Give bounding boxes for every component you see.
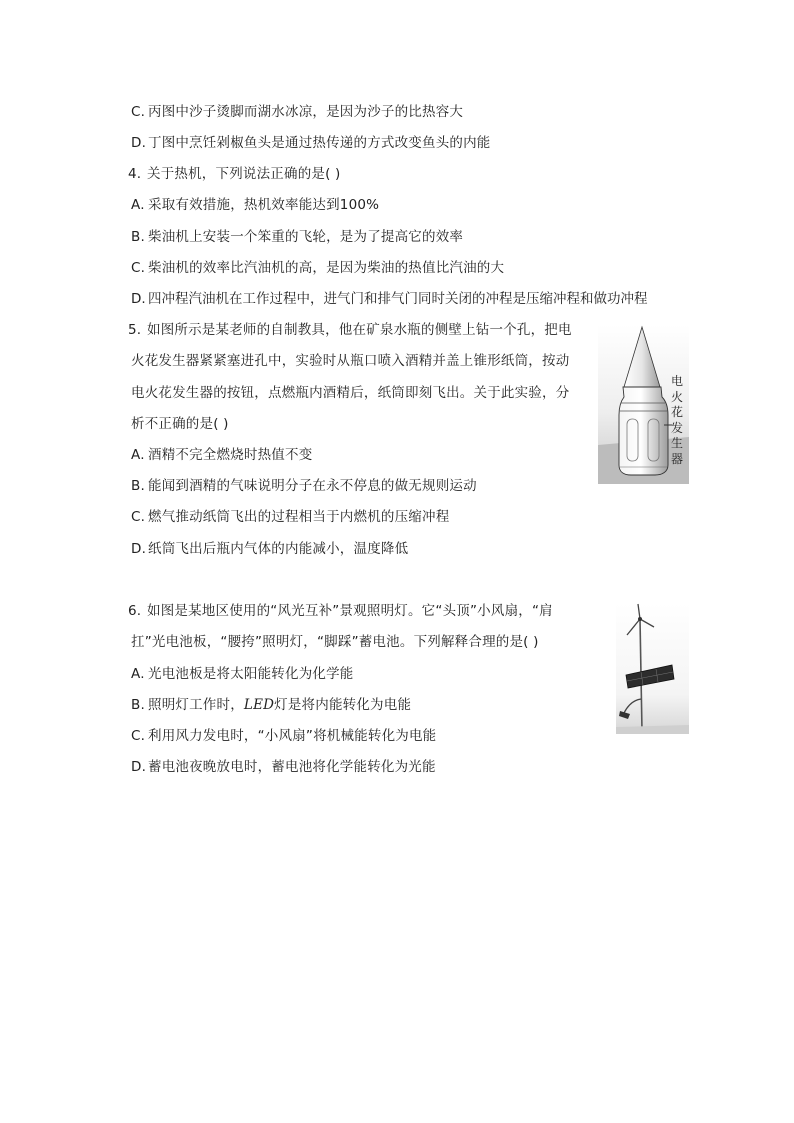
option-label: B. <box>131 478 145 494</box>
option-label: A. <box>131 666 145 682</box>
label-char: 火 <box>670 389 683 404</box>
option-label: B. <box>131 697 145 713</box>
q4-option-c <box>131 258 504 278</box>
option-label: B. <box>131 229 145 245</box>
option-label: C. <box>131 509 146 525</box>
q3-option-d <box>131 133 491 153</box>
q6-stem-line-1 <box>128 601 553 621</box>
option-text-pre: 照明灯工作时， <box>148 697 244 713</box>
option-text: 光电池板是将太阳能转化为化学能 <box>148 666 354 682</box>
option-label: D. <box>131 135 147 151</box>
question-number: 5. <box>128 322 142 338</box>
label-char: 电 <box>670 374 683 388</box>
q6-option-b <box>131 695 411 715</box>
q5-option-b <box>131 476 477 496</box>
label-char: 生 <box>670 436 683 450</box>
q3-option-c <box>131 102 463 122</box>
question-text: 如图是某地区使用的“风光互补”景观照明灯。它“头顶”小风扇，“肩 <box>147 603 553 619</box>
q5-bottle-figure <box>598 325 689 484</box>
option-text: 四冲程汽油机在工作过程中，进气门和排气门同时关闭的冲程是压缩冲程和做功冲程 <box>148 291 648 307</box>
q4-stem <box>128 164 341 184</box>
option-text: 蓄电池夜晚放电时，蓄电池将化学能转化为光能 <box>148 759 436 775</box>
label-char: 发 <box>670 420 683 435</box>
question-text: 关于热机，下列说法正确的是( ) <box>147 166 341 182</box>
question-text: 如图所示是某老师的自制教具，他在矿泉水瓶的侧壁上钻一个孔，把电 <box>147 322 572 338</box>
option-label: C. <box>131 260 146 276</box>
option-text: 丁图中烹饪剁椒鱼头是通过热传递的方式改变鱼头的内能 <box>148 135 491 151</box>
q5-option-c <box>131 507 449 527</box>
option-text-post: 灯是将内能转化为电能 <box>274 697 412 713</box>
option-text: 利用风力发电时，“小风扇”将机械能转化为电能 <box>148 728 437 744</box>
wind-solar-lamp-illustration <box>616 603 689 734</box>
option-label: D. <box>131 291 146 307</box>
option-text: 纸筒飞出后瓶内气体的内能减小，温度降低 <box>148 541 409 557</box>
option-text: 采取有效措施，热机效率能达到100% <box>148 197 380 213</box>
option-text: 能闻到酒精的气味说明分子在永不停息的做无规则运动 <box>148 478 477 494</box>
question-number: 6. <box>128 603 142 619</box>
option-label: D. <box>131 541 147 557</box>
question-number: 4. <box>128 166 142 182</box>
option-text: 燃气推动纸筒飞出的过程相当于内燃机的压缩冲程 <box>148 509 450 525</box>
q5-stem-line-1 <box>128 320 572 340</box>
q5-option-a <box>131 445 312 465</box>
option-label: A. <box>131 197 145 213</box>
spark-generator-label <box>670 374 684 467</box>
option-text: 酒精不完全燃烧时热值不变 <box>148 447 313 463</box>
q5-stem-line-4: 析不正确的是( ) <box>131 416 229 432</box>
option-text: 柴油机的效率比汽油机的高，是因为柴油的热值比汽油的大 <box>148 260 505 276</box>
q6-street-lamp-figure <box>616 603 689 734</box>
q6-option-a <box>131 664 354 684</box>
q6-option-c <box>131 726 436 746</box>
led-italic: LED <box>243 697 275 713</box>
q4-option-a <box>131 195 379 215</box>
option-text: 丙图中沙子烫脚而湖水冰凉，是因为沙子的比热容大 <box>148 104 464 120</box>
q6-option-d <box>131 757 436 777</box>
option-label: D. <box>131 759 147 775</box>
q5-stem-line-3: 电火花发生器的按钮，点燃瓶内酒精后，纸筒即刻飞出。关于此实验，分 <box>131 385 570 401</box>
q5-stem-line-2: 火花发生器紧紧塞进孔中，实验时从瓶口喷入酒精并盖上锥形纸筒，按动 <box>131 353 570 369</box>
q4-option-b <box>131 227 463 247</box>
q5-option-d <box>131 539 408 559</box>
option-label: A. <box>131 447 145 463</box>
q4-option-d <box>131 289 648 309</box>
option-text: 柴油机上安装一个笨重的飞轮，是为了提高它的效率 <box>148 229 464 245</box>
label-char: 花 <box>670 405 683 419</box>
label-char: 器 <box>670 451 683 466</box>
option-label: C. <box>131 728 146 744</box>
option-label: C. <box>131 104 146 120</box>
q6-stem-line-2: 扛”光电池板，“腰挎”照明灯，“脚踩”蓄电池。下列解释合理的是( ) <box>131 634 539 650</box>
